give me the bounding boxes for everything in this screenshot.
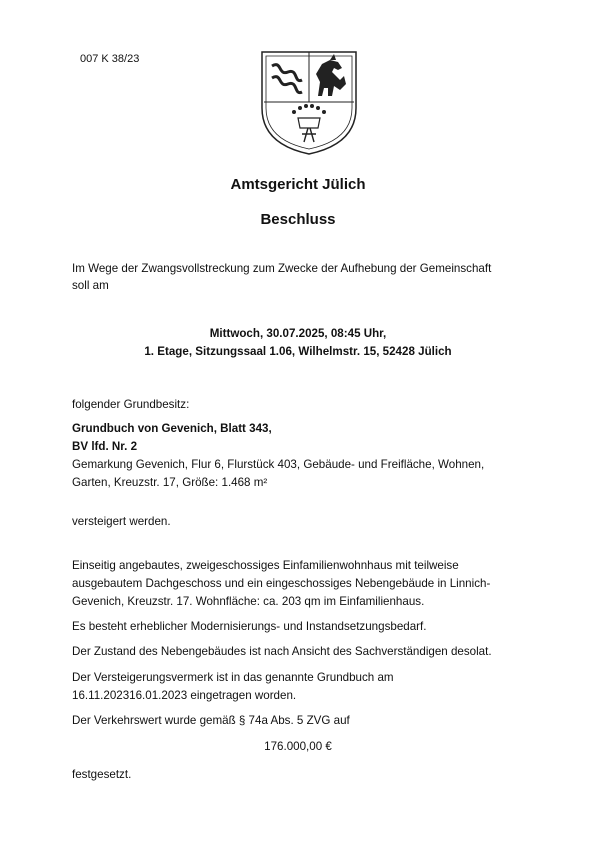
registration-line: 16.11.202316.01.2023 eingetragen worden. [72,689,297,702]
closing-phrase: festgesetzt. [72,768,132,781]
intro-line: Im Wege der Zwangsvollstreckung zum Zwecke der Aufhebung der Gemeinschaft [72,262,492,275]
building-description-line: Einseitig angebautes, zweigeschossiges Einfamilienwohnhaus mit teilweise [72,559,459,572]
building-description-line: ausgebautem Dachgeschoss und ein eingeschossiges Nebengebäude in Linnich- [72,577,491,590]
intro-line: soll am [72,279,109,292]
auction-phrase: versteigert werden. [72,515,171,528]
document-title: Beschluss [260,211,336,228]
modernization-note: Es besteht erheblicher Modernisierungs- und Instandsetzungsbedarf. [72,620,427,633]
property-register: Grundbuch von Gevenich, Blatt 343, [72,422,272,435]
court-name: Amtsgericht Jülich [230,176,366,193]
appointment-date-time: Mittwoch, 30.07.2025, 08:45 Uhr, [209,327,387,340]
property-intro: folgender Grundbesitz: [72,398,190,411]
registration-line: Der Versteigerungsvermerk ist in das genannte Grundbuch am [72,671,394,684]
market-value: 176.000,00 € [264,740,332,753]
property-number: BV lfd. Nr. 2 [72,440,138,453]
case-number: 007 K 38/23 [80,53,140,65]
property-description-line: Gemarkung Gevenich, Flur 6, Flurstück 403, Gebäude- und Freifläche, Wohnen, [72,458,485,471]
appointment-location: 1. Etage, Sitzungssaal 1.06, Wilhelmstr. 15, 52428 Jülich [144,345,452,358]
condition-note: Der Zustand des Nebengebäudes ist nach Ansicht des Sachverständigen desolat. [72,645,492,658]
building-description-line: Gevenich, Kreuzstr. 17. Wohnfläche: ca. 203 qm im Einfamilienhaus. [72,595,425,608]
property-description-line: Garten, Kreuzstr. 17, Größe: 1.468 m² [72,476,268,489]
market-value-phrase: Der Verkehrswert wurde gemäß § 74a Abs. 5 ZVG auf [72,714,350,727]
nrw-coat-of-arms-icon [258,46,360,158]
